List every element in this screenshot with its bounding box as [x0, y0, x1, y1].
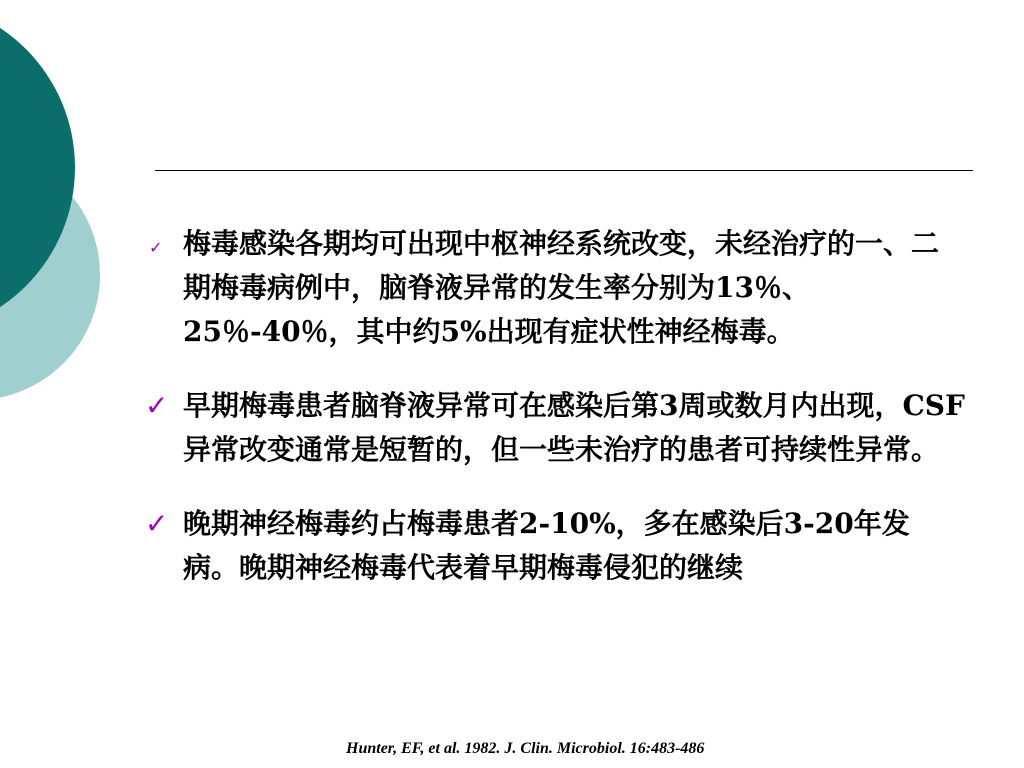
bullet-text: 晚期神经梅毒约占梅毒患者2-10%，多在感染后3-20年发病。晚期神经梅毒代表着早期梅毒侵犯的继续	[183, 507, 910, 584]
title-divider	[155, 170, 973, 171]
bullet-text: 梅毒感染各期均可出现中枢神经系统改变，未经治疗的一、二期梅毒病例中，脑脊液异常的发生率分别为13％、25％-40％，其中约5%出现有症状性神经梅毒。	[183, 227, 940, 348]
bullet-item-3	[145, 502, 965, 590]
check-icon: ✓	[145, 507, 169, 540]
bullet-text: 早期梅毒患者脑脊液异常可在感染后第3周或数月内出现，CSF异常改变通常是短暂的，但一些未治疗的患者可持续性异常。	[183, 389, 965, 466]
bullet-item-1	[145, 222, 965, 354]
check-icon: ✓	[145, 389, 169, 422]
check-icon: ✓	[149, 238, 163, 257]
citation: Hunter, EF, et al. 1982. J. Clin. Microbiol. 16:483-486	[346, 740, 705, 757]
bullet-list	[145, 222, 965, 620]
bullet-item-2	[145, 384, 965, 472]
